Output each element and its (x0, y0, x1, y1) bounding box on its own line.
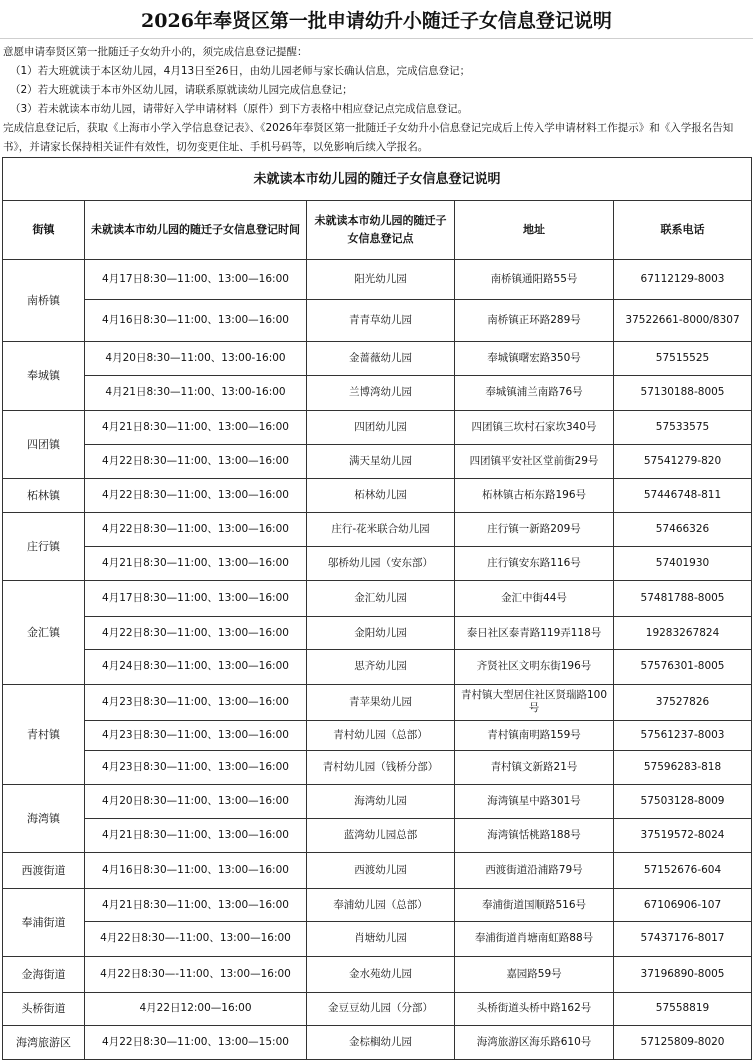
intro-line: 完成信息登记后，获取《上海市小学入学信息登记表》、《2026年奉贤区第一批随迁子女幼升小信息登记完成后上传入学申请材料工作提示》和《入学报名告知书》，并请家长保持相关证件有效性，切勿变更住址、手机号码等，以免影响后续入学报名。 (3, 122, 734, 153)
time-cell: 4月16日8:30—11:00、13:00—16:00 (85, 300, 307, 342)
phone-cell: 57466326 (614, 512, 752, 546)
site-cell: 金豆豆幼儿园（分部） (307, 992, 455, 1025)
table-row (3, 376, 752, 410)
site-cell: 青村幼儿园（总部） (307, 720, 455, 750)
phone-cell: 57125809-8020 (614, 1025, 752, 1059)
intro-line: （2）若大班就读于本市外区幼儿园，请联系原就读幼儿园完成信息登记； (10, 84, 353, 96)
address-cell: 海湾镇恬桃路188号 (455, 819, 614, 853)
column-header-phone: 联系电话 (614, 201, 752, 260)
site-cell: 青村幼儿园（钱桥分部） (307, 750, 455, 784)
column-header-street: 街镇 (3, 201, 85, 260)
street-cell: 奉浦街道 (3, 889, 85, 956)
table-row (3, 992, 752, 1025)
address-cell: 海湾旅游区海乐路610号 (455, 1025, 614, 1059)
address-cell: 齐贤社区文明东街196号 (455, 650, 614, 684)
table-row (3, 342, 752, 376)
address-cell: 奉城镇浦兰南路76号 (455, 376, 614, 410)
site-cell: 蓝湾幼儿园总部 (307, 819, 455, 853)
site-cell: 金蔷薇幼儿园 (307, 342, 455, 376)
time-cell: 4月22日8:30—11:00、13:00—16:00 (85, 617, 307, 650)
address-cell: 头桥街道头桥中路162号 (455, 992, 614, 1025)
address-cell: 奉城镇曙宏路350号 (455, 342, 614, 376)
table-row (3, 410, 752, 444)
table-row (3, 300, 752, 342)
site-cell: 邬桥幼儿园（安东部） (307, 547, 455, 581)
phone-cell: 57541279-820 (614, 444, 752, 478)
time-cell: 4月21日8:30—11:00、13:00—16:00 (85, 547, 307, 581)
time-cell: 4月22日8:30—-11:00、13:00—16:00 (85, 922, 307, 956)
address-cell: 青村镇大型居住社区贤瑞路100号 (455, 684, 614, 720)
table-row (3, 819, 752, 853)
address-cell: 柘林镇古柘东路196号 (455, 478, 614, 512)
site-cell: 四团幼儿园 (307, 410, 455, 444)
street-cell: 南桥镇 (3, 260, 85, 342)
site-cell: 肖塘幼儿园 (307, 922, 455, 956)
phone-cell: 37527826 (614, 684, 752, 720)
street-cell: 海湾镇 (3, 784, 85, 852)
address-cell: 西渡街道沿浦路79号 (455, 853, 614, 889)
phone-cell: 19283267824 (614, 617, 752, 650)
phone-cell: 57481788-8005 (614, 581, 752, 617)
phone-cell: 67106906-107 (614, 889, 752, 922)
table-caption: 未就读本市幼儿园的随迁子女信息登记说明 (3, 158, 752, 201)
document-title: 2026年奉贤区第一批申请幼升小随迁子女信息登记说明 (0, 0, 753, 39)
table-row (3, 444, 752, 478)
phone-cell: 57596283-818 (614, 750, 752, 784)
table-row (3, 478, 752, 512)
time-cell: 4月20日8:30—11:00、13:00-16:00 (85, 342, 307, 376)
site-cell: 海湾幼儿园 (307, 784, 455, 818)
site-cell: 阳光幼儿园 (307, 260, 455, 300)
table-row (3, 750, 752, 784)
phone-cell: 67112129-8003 (614, 260, 752, 300)
street-cell: 四团镇 (3, 410, 85, 478)
column-header-site: 未就读本市幼儿园的随迁子女信息登记点 (307, 201, 455, 260)
intro-line: 意愿申请奉贤区第一批随迁子女幼升小的，须完成信息登记提醒： (3, 46, 308, 58)
site-cell: 金汇幼儿园 (307, 581, 455, 617)
street-cell: 金汇镇 (3, 581, 85, 684)
site-cell: 思齐幼儿园 (307, 650, 455, 684)
phone-cell: 57437176-8017 (614, 922, 752, 956)
time-cell: 4月21日8:30—11:00、13:00-16:00 (85, 376, 307, 410)
address-cell: 庄行镇一新路209号 (455, 512, 614, 546)
phone-cell: 57558819 (614, 992, 752, 1025)
column-header-time: 未就读本市幼儿园的随迁子女信息登记时间 (85, 201, 307, 260)
phone-cell: 57503128-8009 (614, 784, 752, 818)
time-cell: 4月21日8:30—11:00、13:00—16:00 (85, 410, 307, 444)
site-cell: 庄行-花米联合幼儿园 (307, 512, 455, 546)
time-cell: 4月23日8:30—11:00、13:00—16:00 (85, 750, 307, 784)
site-cell: 奉浦幼儿园（总部） (307, 889, 455, 922)
site-cell: 青苹果幼儿园 (307, 684, 455, 720)
intro-notes (3, 43, 751, 157)
table-row (3, 922, 752, 956)
street-cell: 庄行镇 (3, 512, 85, 580)
address-cell: 南桥镇正环路289号 (455, 300, 614, 342)
time-cell: 4月16日8:30—11:00、13:00—16:00 (85, 853, 307, 889)
table-row (3, 650, 752, 684)
street-cell: 金海街道 (3, 956, 85, 992)
site-cell: 满天星幼儿园 (307, 444, 455, 478)
street-cell: 海湾旅游区 (3, 1025, 85, 1059)
address-cell: 嘉园路59号 (455, 956, 614, 992)
site-cell: 西渡幼儿园 (307, 853, 455, 889)
site-cell: 柘林幼儿园 (307, 478, 455, 512)
table-row (3, 1025, 752, 1059)
phone-cell: 57515525 (614, 342, 752, 376)
table-row (3, 617, 752, 650)
intro-line: （1）若大班就读于本区幼儿园，4月13日至26日，由幼儿园老师与家长确认信息，完成信息登记； (10, 65, 471, 77)
intro-line: （3）若未就读本市幼儿园，请带好入学申请材料（原件）到下方表格中相应登记点完成信息登记。 (10, 103, 469, 115)
column-header-address: 地址 (455, 201, 614, 260)
address-cell: 青村镇南明路159号 (455, 720, 614, 750)
address-cell: 四团镇平安社区堂前街29号 (455, 444, 614, 478)
address-cell: 奉浦街道国顺路516号 (455, 889, 614, 922)
time-cell: 4月24日8:30—11:00、13:00—16:00 (85, 650, 307, 684)
table-row (3, 581, 752, 617)
time-cell: 4月23日8:30—11:00、13:00—16:00 (85, 720, 307, 750)
registration-table (2, 157, 752, 1060)
address-cell: 泰日社区泰青路119弄118号 (455, 617, 614, 650)
phone-cell: 57152676-604 (614, 853, 752, 889)
phone-cell: 57576301-8005 (614, 650, 752, 684)
time-cell: 4月23日8:30—11:00、13:00—16:00 (85, 684, 307, 720)
table-row (3, 853, 752, 889)
phone-cell: 57130188-8005 (614, 376, 752, 410)
table-body (3, 260, 752, 1060)
street-cell: 奉城镇 (3, 342, 85, 410)
table-row (3, 512, 752, 546)
site-cell: 青青草幼儿园 (307, 300, 455, 342)
phone-cell: 37519572-8024 (614, 819, 752, 853)
phone-cell: 57561237-8003 (614, 720, 752, 750)
address-cell: 奉浦街道肖塘南虹路88号 (455, 922, 614, 956)
street-cell: 柘林镇 (3, 478, 85, 512)
table-row (3, 784, 752, 818)
phone-cell: 37522661-8000/8307 (614, 300, 752, 342)
time-cell: 4月17日8:30—11:00、13:00—16:00 (85, 581, 307, 617)
time-cell: 4月22日8:30—11:00、13:00—16:00 (85, 512, 307, 546)
table-row (3, 956, 752, 992)
time-cell: 4月22日8:30—11:00、13:00—16:00 (85, 478, 307, 512)
time-cell: 4月22日8:30—11:00、13:00—16:00 (85, 444, 307, 478)
time-cell: 4月20日8:30—11:00、13:00—16:00 (85, 784, 307, 818)
address-cell: 海湾镇星中路301号 (455, 784, 614, 818)
time-cell: 4月17日8:30—11:00、13:00—16:00 (85, 260, 307, 300)
phone-cell: 37196890-8005 (614, 956, 752, 992)
time-cell: 4月21日8:30—11:00、13:00—16:00 (85, 889, 307, 922)
table-row (3, 720, 752, 750)
phone-cell: 57533575 (614, 410, 752, 444)
time-cell: 4月22日8:30—11:00、13:00—15:00 (85, 1025, 307, 1059)
street-cell: 西渡街道 (3, 853, 85, 889)
address-cell: 青村镇文新路21号 (455, 750, 614, 784)
site-cell: 金水苑幼儿园 (307, 956, 455, 992)
address-cell: 金汇中街44号 (455, 581, 614, 617)
address-cell: 南桥镇通阳路55号 (455, 260, 614, 300)
table-row (3, 547, 752, 581)
time-cell: 4月22日8:30—-11:00、13:00—16:00 (85, 956, 307, 992)
street-cell: 青村镇 (3, 684, 85, 784)
site-cell: 金棕榈幼儿园 (307, 1025, 455, 1059)
time-cell: 4月21日8:30—11:00、13:00—16:00 (85, 819, 307, 853)
time-cell: 4月22日12:00—16:00 (85, 992, 307, 1025)
site-cell: 金阳幼儿园 (307, 617, 455, 650)
address-cell: 四团镇三坎村石家坎340号 (455, 410, 614, 444)
table-row (3, 260, 752, 300)
address-cell: 庄行镇安东路116号 (455, 547, 614, 581)
table-row (3, 889, 752, 922)
phone-cell: 57446748-811 (614, 478, 752, 512)
phone-cell: 57401930 (614, 547, 752, 581)
street-cell: 头桥街道 (3, 992, 85, 1025)
site-cell: 兰博湾幼儿园 (307, 376, 455, 410)
table-row (3, 684, 752, 720)
